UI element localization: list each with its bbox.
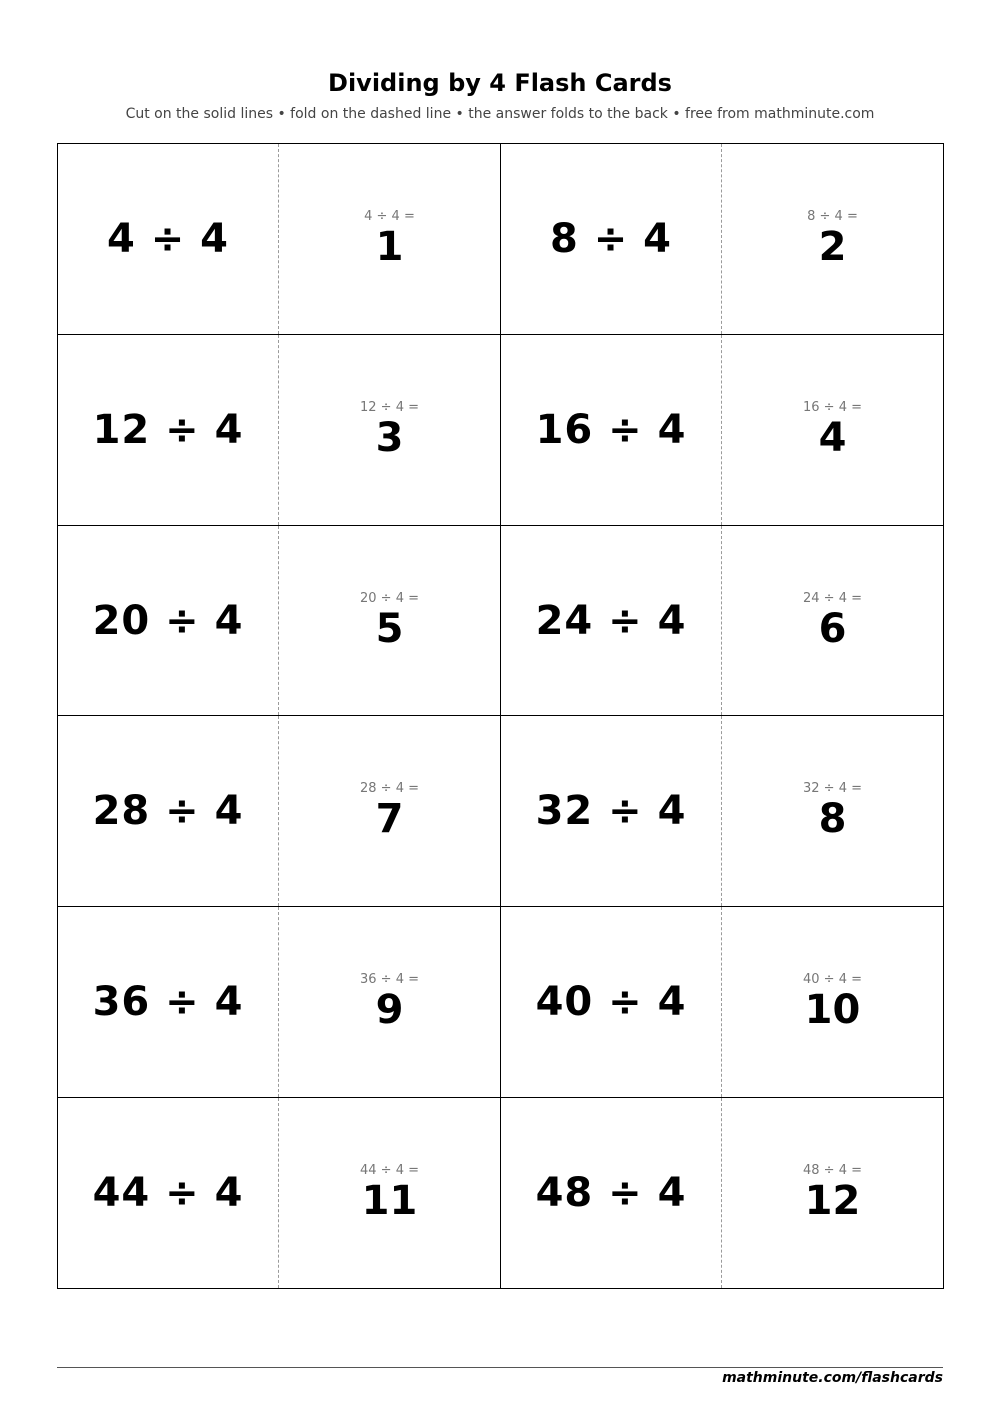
flashcard xyxy=(500,715,944,907)
card-problem: 36 ÷ 4 xyxy=(92,979,244,1026)
card-answer-hint: 44 ÷ 4 = xyxy=(360,1163,419,1179)
card-front xyxy=(501,144,722,334)
card-answer: 3 xyxy=(375,414,404,461)
card-answer: 7 xyxy=(375,796,404,843)
card-problem: 32 ÷ 4 xyxy=(535,788,687,835)
flashcard xyxy=(57,143,501,335)
card-front xyxy=(501,526,722,716)
card-answer: 1 xyxy=(375,223,404,270)
card-answer: 12 xyxy=(804,1178,861,1225)
card-front xyxy=(501,335,722,525)
page-subtitle: Cut on the solid lines • fold on the dashed line • the answer folds to the back • free from mathminute.com xyxy=(125,106,875,122)
card-answer: 9 xyxy=(375,987,404,1034)
card-answer-hint: 28 ÷ 4 = xyxy=(360,781,419,797)
card-answer: 5 xyxy=(375,605,404,652)
flashcard xyxy=(500,1097,944,1289)
card-back xyxy=(722,335,943,525)
card-problem: 16 ÷ 4 xyxy=(535,406,687,453)
card-back xyxy=(279,144,500,334)
card-back xyxy=(279,907,500,1097)
flashcard xyxy=(500,334,944,526)
footer-url: mathminute.com/flashcards xyxy=(722,1370,943,1386)
card-front xyxy=(501,1098,722,1288)
card-back xyxy=(722,144,943,334)
flashcard xyxy=(57,1097,501,1289)
card-answer: 8 xyxy=(818,796,847,843)
card-answer-hint: 12 ÷ 4 = xyxy=(360,399,419,415)
flashcard xyxy=(57,525,501,717)
card-answer-hint: 20 ÷ 4 = xyxy=(360,590,419,606)
flashcard-grid xyxy=(57,143,943,1288)
card-back xyxy=(722,907,943,1097)
card-front xyxy=(58,907,279,1097)
card-answer-hint: 32 ÷ 4 = xyxy=(803,781,862,797)
card-front xyxy=(501,716,722,906)
footer-divider xyxy=(57,1367,943,1368)
flashcard xyxy=(500,143,944,335)
card-front xyxy=(58,1098,279,1288)
card-back xyxy=(722,716,943,906)
card-answer-hint: 8 ÷ 4 = xyxy=(807,208,858,224)
card-back xyxy=(279,526,500,716)
card-answer-hint: 48 ÷ 4 = xyxy=(803,1163,862,1179)
card-answer-hint: 40 ÷ 4 = xyxy=(803,972,862,988)
card-problem: 40 ÷ 4 xyxy=(535,979,687,1026)
flashcard xyxy=(57,906,501,1098)
card-answer-hint: 16 ÷ 4 = xyxy=(803,399,862,415)
card-back xyxy=(722,1098,943,1288)
card-answer: 10 xyxy=(804,987,861,1034)
card-problem: 24 ÷ 4 xyxy=(535,597,687,644)
card-answer: 11 xyxy=(361,1178,418,1225)
page-title: Dividing by 4 Flash Cards xyxy=(328,69,672,97)
flashcard xyxy=(500,525,944,717)
card-answer: 6 xyxy=(818,605,847,652)
card-back xyxy=(279,1098,500,1288)
flashcard xyxy=(500,906,944,1098)
card-front xyxy=(58,335,279,525)
flashcard xyxy=(57,334,501,526)
card-answer-hint: 24 ÷ 4 = xyxy=(803,590,862,606)
card-front xyxy=(58,716,279,906)
card-front xyxy=(501,907,722,1097)
card-back xyxy=(279,716,500,906)
card-answer-hint: 4 ÷ 4 = xyxy=(364,208,415,224)
card-front xyxy=(58,144,279,334)
card-problem: 28 ÷ 4 xyxy=(92,788,244,835)
flashcard xyxy=(57,715,501,907)
card-back xyxy=(722,526,943,716)
card-answer: 4 xyxy=(818,414,847,461)
card-problem: 44 ÷ 4 xyxy=(92,1170,244,1217)
card-back xyxy=(279,335,500,525)
card-problem: 8 ÷ 4 xyxy=(549,215,673,262)
card-front xyxy=(58,526,279,716)
card-problem: 12 ÷ 4 xyxy=(92,406,244,453)
card-answer-hint: 36 ÷ 4 = xyxy=(360,972,419,988)
card-problem: 4 ÷ 4 xyxy=(106,215,230,262)
card-problem: 48 ÷ 4 xyxy=(535,1170,687,1217)
card-problem: 20 ÷ 4 xyxy=(92,597,244,644)
card-answer: 2 xyxy=(818,223,847,270)
